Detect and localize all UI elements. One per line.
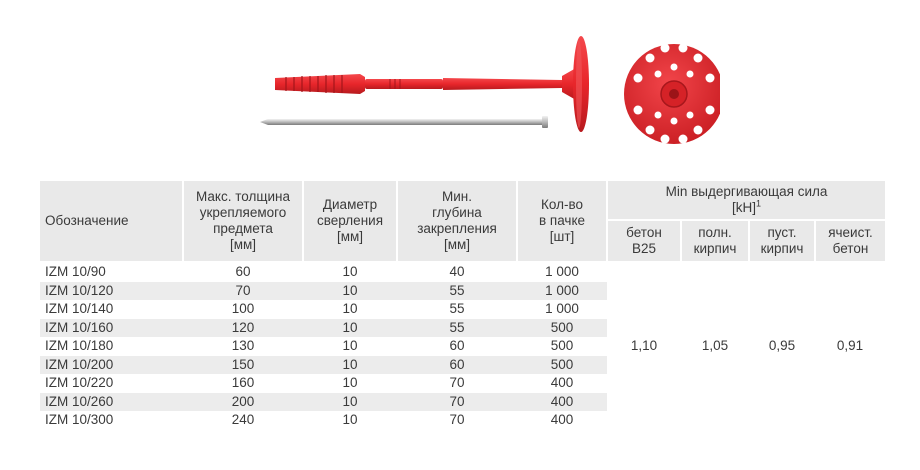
cell-force-hollow-brick: 0,95 (749, 262, 815, 430)
cell-diameter: 10 (303, 356, 397, 375)
table-row (40, 262, 885, 282)
cell-depth: 60 (397, 356, 517, 375)
header-row (40, 181, 885, 220)
col-group-force: Min выдергивающая сила [kH]$^1$ (607, 181, 885, 220)
cell-thickness: 70 (183, 282, 303, 301)
cell-qty: 500 (550, 338, 574, 354)
cell-depth: 70 (449, 375, 465, 391)
cell-thickness: 100 (231, 301, 255, 317)
steel-nail-icon (260, 116, 548, 128)
col-cellular-concrete: ячеист. бетон (815, 220, 885, 262)
cell-depth: 55 (397, 282, 517, 301)
cell-qty: 400 (550, 375, 574, 391)
cell-force-solid-brick: 1,05 (681, 262, 749, 430)
cell-designation: IZM 10/300 (45, 412, 114, 428)
cell-diameter: 10 (303, 282, 397, 301)
cell-depth: 40 (449, 264, 465, 280)
cell-force-concrete-b25: 1,10 (607, 262, 681, 430)
cell-qty: 1 000 (545, 264, 579, 280)
cell-depth: 70 (449, 412, 465, 428)
col-qty: Кол-во в пачке [шт] (517, 181, 607, 262)
cell-designation: IZM 10/160 (40, 319, 183, 338)
col-solid-brick: полн. кирпич (681, 220, 749, 262)
cell-thickness: 60 (235, 264, 251, 280)
cell-designation: IZM 10/200 (40, 356, 183, 375)
cell-designation: IZM 10/90 (45, 264, 106, 280)
cell-thickness: 160 (231, 375, 255, 391)
cell-designation: IZM 10/140 (45, 301, 114, 317)
cell-depth: 55 (449, 301, 465, 317)
cell-thickness: 240 (231, 412, 255, 428)
cell-diameter: 10 (342, 301, 358, 317)
cell-qty: 500 (517, 356, 607, 375)
specification-table (40, 181, 885, 430)
cell-qty: 1 000 (545, 301, 579, 317)
cell-qty: 1 000 (517, 282, 607, 301)
col-thickness: Макс. толщина укрепляемого предмета [мм] (183, 181, 303, 262)
cell-depth: 70 (397, 393, 517, 412)
cell-depth: 55 (397, 319, 517, 338)
cell-qty: 400 (517, 393, 607, 412)
anchor-plate-front-view-icon (624, 44, 720, 145)
cell-designation: IZM 10/260 (40, 393, 183, 412)
col-hollow-brick: пуст. кирпич (749, 220, 815, 262)
insulation-anchor-side-view-icon (275, 36, 589, 132)
cell-designation: IZM 10/220 (45, 375, 114, 391)
cell-thickness: 130 (231, 338, 255, 354)
col-depth: Мин. глубина закрепления [мм] (397, 181, 517, 262)
cell-diameter: 10 (342, 412, 358, 428)
cell-designation: IZM 10/120 (40, 282, 183, 301)
cell-diameter: 10 (303, 319, 397, 338)
cell-thickness: 120 (183, 319, 303, 338)
cell-qty: 500 (517, 319, 607, 338)
cell-diameter: 10 (342, 264, 358, 280)
col-designation: Обозначение (40, 181, 183, 262)
cell-diameter: 10 (342, 375, 358, 391)
cell-diameter: 10 (303, 393, 397, 412)
product-image (240, 20, 720, 180)
cell-thickness: 150 (183, 356, 303, 375)
cell-diameter: 10 (342, 338, 358, 354)
cell-thickness: 200 (183, 393, 303, 412)
cell-depth: 60 (449, 338, 465, 354)
cell-qty: 400 (550, 412, 574, 428)
cell-designation: IZM 10/180 (45, 338, 114, 354)
cell-force-cellular-concrete: 0,91 (815, 262, 885, 430)
col-concrete-b25: бетон B25 (607, 220, 681, 262)
col-diameter: Диаметр сверления [мм] (303, 181, 397, 262)
